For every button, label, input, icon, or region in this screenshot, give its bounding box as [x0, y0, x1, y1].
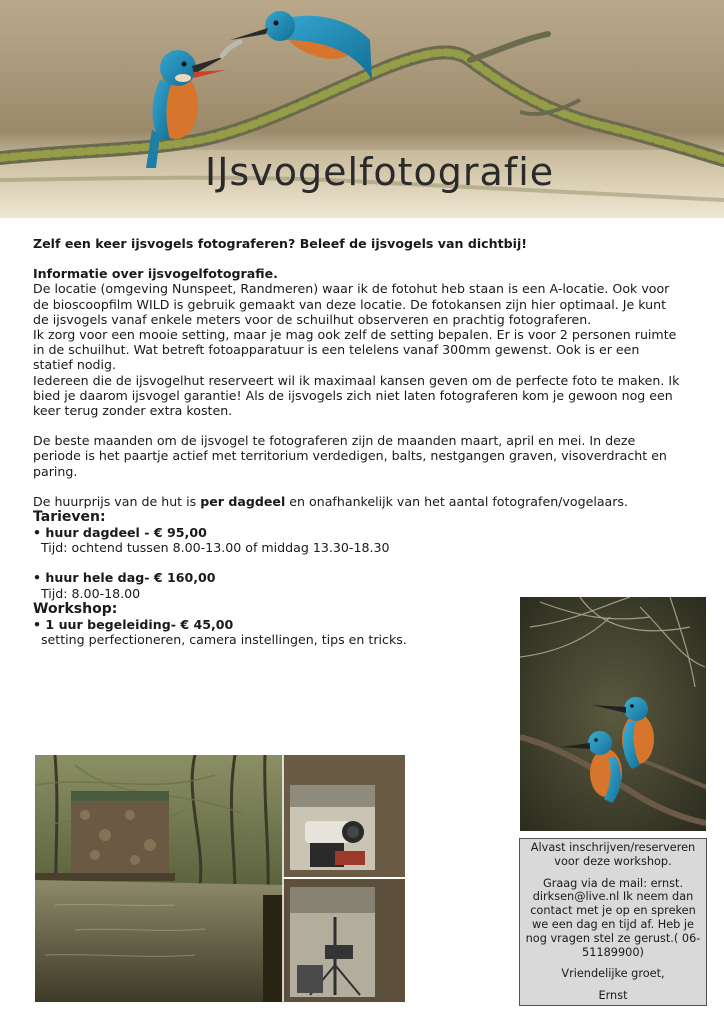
- page-title: IJsvogelfotografie: [205, 150, 555, 194]
- contact-line-name: Ernst: [598, 989, 628, 1003]
- info-heading: Informatie over ijsvogelfotografie.: [33, 266, 278, 282]
- main-content: [33, 236, 683, 647]
- info-paragraph-guarantee: Iedereen die de ijsvogelhut reserveert wil ik maximaal kansen geven om de perfecte foto te maken. Ik bied je daarom ijsvogel garantie! Als de ijsvogels zich niet laten fotograferen kom je gewoon nog een keer terug zonder extra kosten.: [33, 372, 680, 419]
- price-text-end: en onafhankelijk van het aantal fotografen/vogelaars.: [285, 493, 628, 509]
- tarieven-heading: Tarieven:: [33, 509, 106, 526]
- kingfisher-pair-photo: [520, 597, 706, 831]
- workshop-item: • 1 uur begeleiding- € 45,00: [33, 616, 234, 632]
- tarief-hele-dag-detail: Tijd: 8.00-18.00: [41, 585, 141, 601]
- hero-banner: [0, 0, 724, 218]
- contact-box: [519, 838, 707, 1006]
- hide-collage-photo: [35, 755, 405, 1002]
- contact-line-email: Graag via de mail: ernst. dirksen@live.nl Ik neem dan contact met je op en spreken we een dag en tijd af. Heb je nog vragen stel ze gerust.( 06-51189900): [525, 876, 701, 959]
- months-paragraph: De beste maanden om de ijsvogel te fotograferen zijn de maanden maart, april en mei. In deze periode is het paartje actief met territorium verdedigen, balts, nestgangen graven, visoverdracht en paring.: [33, 433, 667, 479]
- workshop-item-detail: setting perfectioneren, camera instellingen, tips en tricks.: [41, 632, 407, 648]
- intro-text: Zelf een keer ijsvogels fotograferen? Beleef de ijsvogels van dichtbij!: [33, 236, 528, 251]
- info-paragraph-location: De locatie (omgeving Nunspeet, Randmeren) waar ik de fotohut heb staan is een A-locatie. Ook voor de bioscoopfilm WILD is gebruik gemaakt van deze locatie. De fotokansen zijn hier optimaal. Je kunt de ijsvogels vanaf enkele meters voor de schuilhut observeren en prachtig fotograferen.: [33, 281, 670, 327]
- contact-line-reserve: Alvast inschrijven/reserveren voor deze workshop.: [530, 841, 696, 868]
- info-paragraph-setting: Ik zorg voor een mooie setting, maar je mag ook zelf de setting bepalen. Er is voor 2 personen ruimte in de schuilhut. Wat betreft fotoapparatuur is een telelens vanaf 300mm gewenst. Ook is er een statief nodig.: [33, 327, 677, 373]
- price-text-bold: per dagdeel: [200, 493, 286, 509]
- contact-line-greeting: Vriendelijke groet,: [561, 967, 665, 981]
- tarief-dagdeel-detail: Tijd: ochtend tussen 8.00-13.00 of middag 13.30-18.30: [41, 540, 390, 556]
- price-text-start: De huurprijs van de hut is: [33, 493, 201, 509]
- tarief-dagdeel: • huur dagdeel - € 95,00: [33, 525, 207, 541]
- price-paragraph: [33, 494, 683, 509]
- workshop-heading: Workshop:: [33, 600, 118, 617]
- tarief-hele-dag: • huur hele dag- € 160,00: [33, 570, 216, 586]
